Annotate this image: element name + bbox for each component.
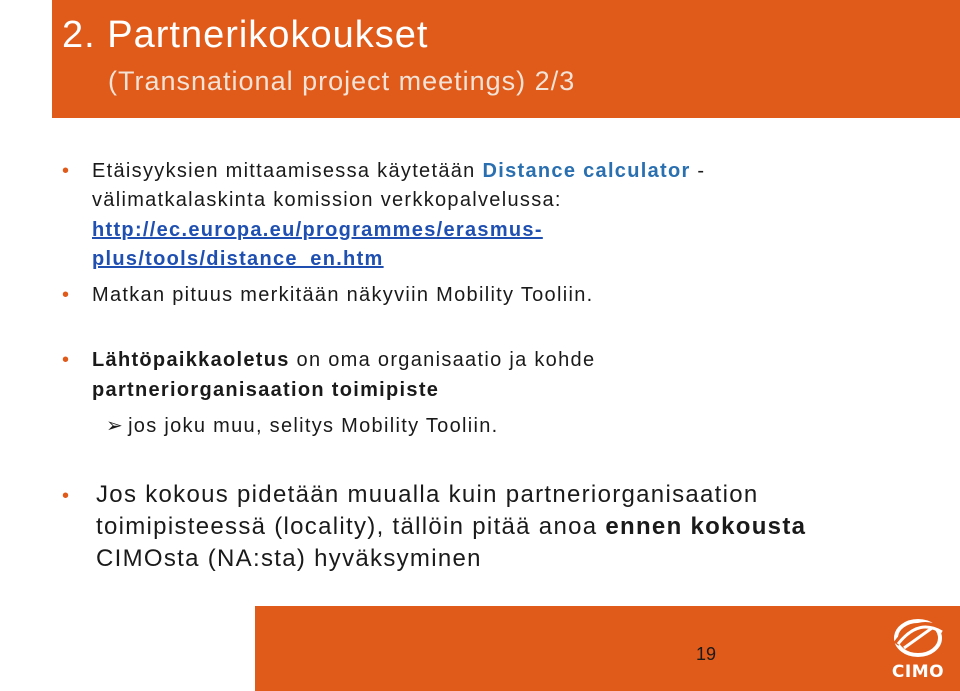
bullet-1-text-suffix: - <box>690 160 706 182</box>
title-bar <box>52 0 960 118</box>
bullet-1-line-1 <box>92 160 705 183</box>
bullet-dot-4: • <box>62 485 70 507</box>
bullet-4-line-1: Jos kokous pidetään muualla kuin partneriorganisaation <box>96 481 759 508</box>
arrow-bullet-icon: ➢ <box>106 415 125 437</box>
footer-bar <box>255 606 960 691</box>
bullet-4-line-3: CIMOsta (NA:sta) hyväksyminen <box>96 545 482 572</box>
bullet-dot-3: • <box>62 349 70 371</box>
distance-calculator-link-part-1[interactable]: http://ec.europa.eu/programmes/erasmus- <box>92 219 543 241</box>
cimo-logo-icon <box>886 614 950 664</box>
bullet-dot-1: • <box>62 160 70 182</box>
slide-title: 2. Partnerikokoukset <box>62 14 429 56</box>
bullet-dot-2: • <box>62 284 70 306</box>
cimo-logo-text: CIMO <box>891 662 945 682</box>
bullet-4-line-2 <box>96 513 806 541</box>
bullet-2-text: Matkan pituus merkitään näkyviin Mobility Tooliin. <box>92 284 594 306</box>
lahtopaikkaoletus-term: Lähtöpaikkaoletus <box>92 349 290 371</box>
bullet-1-line-2: välimatkalaskinta komission verkkopalvelussa: <box>92 189 562 211</box>
bullet-1-text-prefix: Etäisyyksien mittaamisessa käytetään <box>92 160 483 182</box>
page-number: 19 <box>696 644 717 664</box>
cimo-logo <box>886 614 950 684</box>
ennen-kokousta-term: ennen kokousta <box>605 513 807 540</box>
bullet-3-line-2: partneriorganisaation toimipiste <box>92 379 440 401</box>
sub-bullet-text: jos joku muu, selitys Mobility Tooliin. <box>128 415 499 437</box>
distance-calculator-link-line-1[interactable] <box>92 219 543 242</box>
bullet-4-text-prefix: toimipisteessä (locality), tällöin pitää anoa <box>96 513 606 540</box>
distance-calculator-link-line-2[interactable] <box>92 248 384 271</box>
bullet-3-line-1 <box>92 349 595 372</box>
distance-calculator-term: Distance calculator <box>482 160 691 182</box>
sub-bullet <box>106 413 499 438</box>
bullet-3-text-rest: on oma organisaatio ja kohde <box>289 349 596 371</box>
slide-subtitle: (Transnational project meetings) 2/3 <box>108 66 576 96</box>
distance-calculator-link-part-2[interactable]: plus/tools/distance_en.htm <box>92 248 384 270</box>
